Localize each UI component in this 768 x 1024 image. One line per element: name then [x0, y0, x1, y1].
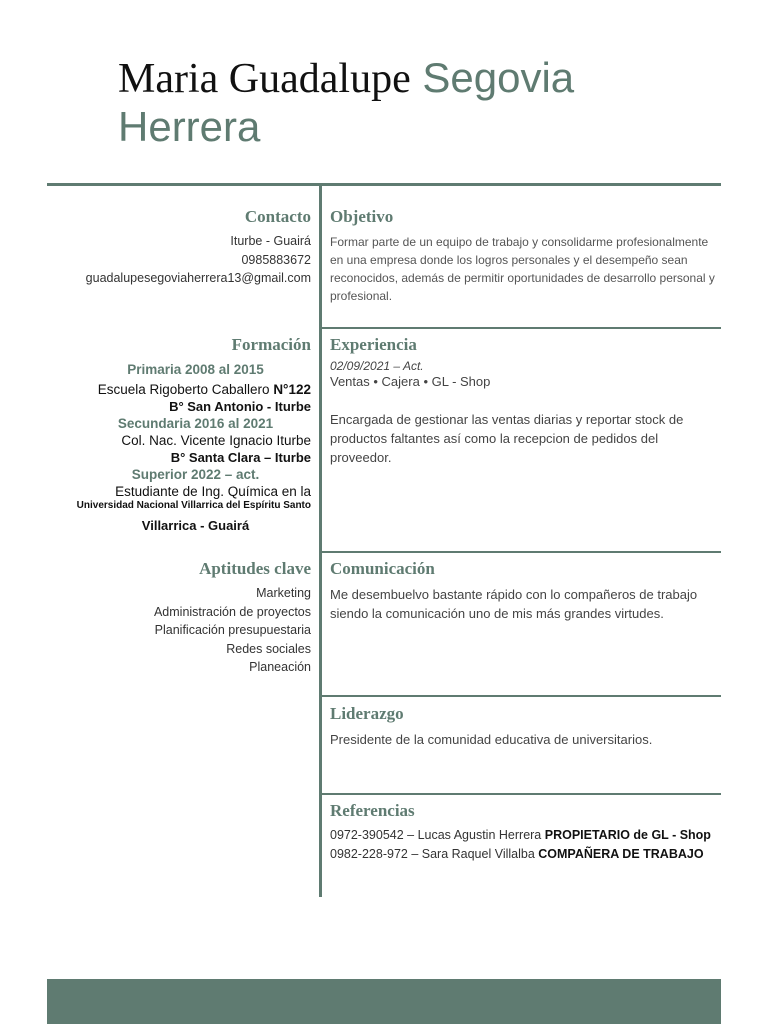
superior-university: Universidad Nacional Villarrica del Espíritu Santo [76, 500, 311, 511]
first-names: Maria Guadalupe [118, 56, 411, 102]
education-secondary [40, 415, 311, 466]
skill-item: Redes sociales [226, 641, 311, 656]
experience-section [330, 334, 715, 467]
experience-role: Ventas • Cajera • GL - Shop [330, 374, 491, 389]
skills-heading: Aptitudes clave [199, 559, 311, 578]
objective-heading: Objetivo [330, 207, 394, 226]
footer-bar [47, 979, 721, 1024]
communication-text: Me desembuelvo bastante rápido con lo compañeros de trabajo siendo la comunicación uno de mis más grandes virtudes. [330, 587, 698, 621]
communication-heading: Comunicación [330, 559, 435, 578]
education-section [40, 334, 311, 534]
secondary-title: Secundaria 2016 al 2021 [117, 416, 274, 431]
superior-study: Estudiante de Ing. Química en la [115, 484, 311, 499]
skills-list [40, 584, 311, 677]
header-divider [47, 183, 721, 186]
experience-date: 02/09/2021 – Act. [330, 359, 424, 373]
objective-text: Formar parte de un equipo de trabajo y consolidarme profesionalmente en una empresa donde los logros personales y el desempeño sean reconocidos, además de permitir oportunidades de desarrollo personal y profesional. [330, 235, 715, 303]
superior-title: Superior 2022 – act. [131, 467, 260, 482]
contact-section [40, 206, 311, 288]
secondary-school: Col. Nac. Vicente Ignacio Iturbe [121, 433, 311, 448]
education-heading: Formación [231, 335, 311, 354]
objective-section [330, 206, 715, 305]
contact-location: Iturbe - Guairá [230, 234, 311, 248]
skill-item: Planeación [249, 660, 311, 674]
skill-item: Administración de proyectos [153, 604, 311, 619]
leadership-section [330, 703, 715, 749]
skill-item: Planificación presupuestaria [154, 623, 311, 637]
education-superior [40, 466, 311, 534]
skill-item: Marketing [256, 586, 311, 600]
section-divider [322, 327, 721, 329]
references-heading: Referencias [330, 801, 415, 820]
superior-place: Villarrica - Guairá [141, 518, 250, 533]
primary-place: B° San Antonio - Iturbe [169, 399, 311, 414]
references-section [330, 800, 715, 864]
contact-heading: Contacto [244, 207, 311, 226]
reference-item: 0972-390542 – Lucas Agustin Herrera PROPIETARIO de GL - Shop [330, 828, 711, 842]
section-divider [322, 793, 721, 795]
section-divider [322, 695, 721, 697]
secondary-place: B° Santa Clara – Iturbe [170, 450, 311, 465]
contact-phone[interactable]: 0985883672 [241, 252, 311, 267]
resume-name [118, 54, 718, 151]
skills-section [40, 558, 311, 677]
leadership-heading: Liderazgo [330, 704, 404, 723]
reference-item: 0982-228-972 – Sara Raquel Villalba COMPAÑERA DE TRABAJO [330, 847, 704, 861]
primary-school: Escuela Rigoberto Caballero N°122 [97, 382, 311, 397]
experience-heading: Experiencia [330, 335, 417, 354]
primary-title: Primaria 2008 al 2015 [127, 362, 264, 377]
section-divider [322, 551, 721, 553]
column-divider [319, 183, 322, 897]
leadership-text: Presidente de la comunidad educativa de universitarios. [330, 732, 653, 747]
communication-section [330, 558, 715, 623]
contact-email[interactable]: guadalupesegoviaherrera13@gmail.com [85, 271, 311, 285]
experience-description: Encargada de gestionar las ventas diarias y reportar stock de productos faltantes así como la recepcion de pedidos del proveedor. [330, 412, 684, 465]
last-names: Segovia Herrera [118, 54, 575, 150]
education-primary [40, 361, 311, 415]
